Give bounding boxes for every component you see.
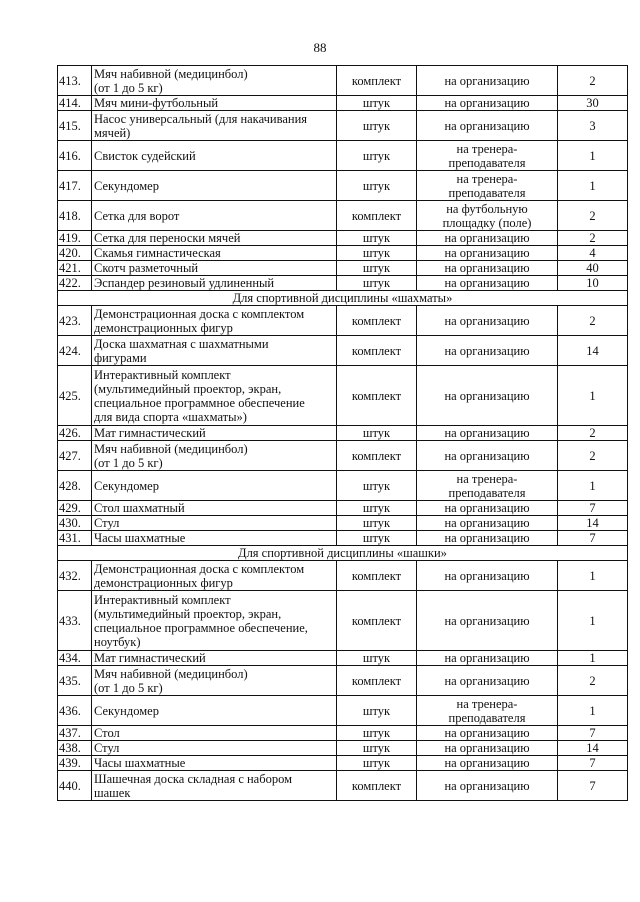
item-number: 426. bbox=[58, 426, 92, 441]
item-unit: штук bbox=[337, 141, 417, 171]
item-quantity: 7 bbox=[558, 531, 628, 546]
page-number: 88 bbox=[313, 40, 327, 55]
item-number: 435. bbox=[58, 666, 92, 696]
section-title: Для спортивной дисциплины «шахматы» bbox=[58, 291, 628, 306]
table-row bbox=[58, 426, 628, 441]
table-row bbox=[58, 771, 628, 801]
item-unit: комплект bbox=[337, 66, 417, 96]
item-norm: на организацию bbox=[417, 426, 558, 441]
table-row bbox=[58, 591, 628, 651]
table-row bbox=[58, 96, 628, 111]
table-row bbox=[58, 516, 628, 531]
table-row bbox=[58, 471, 628, 501]
table-row bbox=[58, 441, 628, 471]
item-norm: на организацию bbox=[417, 276, 558, 291]
item-number: 413. bbox=[58, 66, 92, 96]
item-norm: на организацию bbox=[417, 231, 558, 246]
item-name: Демонстрационная доска с комплектом демонстрационных фигур bbox=[92, 306, 337, 336]
item-unit: штук bbox=[337, 726, 417, 741]
table-row bbox=[58, 306, 628, 336]
item-quantity: 1 bbox=[558, 471, 628, 501]
table-row bbox=[58, 246, 628, 261]
item-unit: штук bbox=[337, 741, 417, 756]
table-row bbox=[58, 336, 628, 366]
item-name: Секундомер bbox=[92, 471, 337, 501]
table-row bbox=[58, 561, 628, 591]
item-unit: комплект bbox=[337, 306, 417, 336]
item-norm: на организацию bbox=[417, 261, 558, 276]
item-norm: на организацию bbox=[417, 726, 558, 741]
item-name: Интерактивный комплект (мультимедийный проектор, экран, специальное программное обеспечение для вида спорта «шахматы») bbox=[92, 366, 337, 426]
table-row bbox=[58, 276, 628, 291]
item-number: 427. bbox=[58, 441, 92, 471]
item-quantity: 7 bbox=[558, 726, 628, 741]
item-norm: на организацию bbox=[417, 516, 558, 531]
item-quantity: 1 bbox=[558, 651, 628, 666]
item-quantity: 2 bbox=[558, 441, 628, 471]
item-unit: штук bbox=[337, 111, 417, 141]
equipment-table bbox=[57, 65, 628, 801]
item-norm: на организацию bbox=[417, 561, 558, 591]
table-row bbox=[58, 651, 628, 666]
item-norm: на организацию bbox=[417, 756, 558, 771]
item-unit: штук bbox=[337, 261, 417, 276]
table-row bbox=[58, 261, 628, 276]
item-name: Мат гимнастический bbox=[92, 426, 337, 441]
table-row bbox=[58, 726, 628, 741]
item-quantity: 7 bbox=[558, 501, 628, 516]
item-norm: на тренера- преподавателя bbox=[417, 696, 558, 726]
table-row bbox=[58, 756, 628, 771]
item-unit: штук bbox=[337, 531, 417, 546]
item-name: Секундомер bbox=[92, 696, 337, 726]
item-name: Скотч разметочный bbox=[92, 261, 337, 276]
item-name: Свисток судейский bbox=[92, 141, 337, 171]
item-quantity: 1 bbox=[558, 366, 628, 426]
item-name: Скамья гимнастическая bbox=[92, 246, 337, 261]
item-unit: комплект bbox=[337, 666, 417, 696]
item-name: Часы шахматные bbox=[92, 531, 337, 546]
table-row bbox=[58, 111, 628, 141]
item-norm: на тренера- преподавателя bbox=[417, 171, 558, 201]
item-number: 431. bbox=[58, 531, 92, 546]
item-norm: на организацию bbox=[417, 651, 558, 666]
item-quantity: 1 bbox=[558, 591, 628, 651]
item-number: 433. bbox=[58, 591, 92, 651]
item-name: Стол шахматный bbox=[92, 501, 337, 516]
item-number: 429. bbox=[58, 501, 92, 516]
item-number: 430. bbox=[58, 516, 92, 531]
item-quantity: 14 bbox=[558, 336, 628, 366]
item-number: 425. bbox=[58, 366, 92, 426]
item-quantity: 2 bbox=[558, 306, 628, 336]
item-number: 415. bbox=[58, 111, 92, 141]
item-quantity: 14 bbox=[558, 741, 628, 756]
item-unit: комплект bbox=[337, 336, 417, 366]
item-number: 428. bbox=[58, 471, 92, 501]
item-number: 419. bbox=[58, 231, 92, 246]
item-quantity: 2 bbox=[558, 666, 628, 696]
table-row bbox=[58, 171, 628, 201]
table-row bbox=[58, 66, 628, 96]
item-name: Демонстрационная доска с комплектом демонстрационных фигур bbox=[92, 561, 337, 591]
item-norm: на организацию bbox=[417, 246, 558, 261]
item-unit: штук bbox=[337, 426, 417, 441]
item-norm: на организацию bbox=[417, 741, 558, 756]
item-name: Мяч набивной (медицинбол) (от 1 до 5 кг) bbox=[92, 666, 337, 696]
item-unit: комплект bbox=[337, 591, 417, 651]
item-number: 436. bbox=[58, 696, 92, 726]
item-quantity: 1 bbox=[558, 561, 628, 591]
item-number: 440. bbox=[58, 771, 92, 801]
item-norm: на организацию bbox=[417, 111, 558, 141]
item-name: Часы шахматные bbox=[92, 756, 337, 771]
table-row bbox=[58, 141, 628, 171]
item-name: Мяч набивной (медицинбол) (от 1 до 5 кг) bbox=[92, 441, 337, 471]
item-name: Стол bbox=[92, 726, 337, 741]
item-number: 422. bbox=[58, 276, 92, 291]
item-number: 438. bbox=[58, 741, 92, 756]
item-name: Шашечная доска складная с набором шашек bbox=[92, 771, 337, 801]
item-norm: на тренера- преподавателя bbox=[417, 471, 558, 501]
item-number: 432. bbox=[58, 561, 92, 591]
item-quantity: 7 bbox=[558, 756, 628, 771]
item-quantity: 2 bbox=[558, 201, 628, 231]
item-norm: на организацию bbox=[417, 531, 558, 546]
item-quantity: 3 bbox=[558, 111, 628, 141]
equipment-table-body bbox=[58, 66, 628, 801]
item-number: 418. bbox=[58, 201, 92, 231]
item-unit: штук bbox=[337, 501, 417, 516]
table-row bbox=[58, 741, 628, 756]
item-name: Сетка для ворот bbox=[92, 201, 337, 231]
item-unit: комплект bbox=[337, 561, 417, 591]
item-quantity: 14 bbox=[558, 516, 628, 531]
item-norm: на организацию bbox=[417, 366, 558, 426]
item-quantity: 2 bbox=[558, 426, 628, 441]
item-quantity: 7 bbox=[558, 771, 628, 801]
item-unit: комплект bbox=[337, 441, 417, 471]
item-number: 439. bbox=[58, 756, 92, 771]
item-number: 434. bbox=[58, 651, 92, 666]
table-row bbox=[58, 366, 628, 426]
item-norm: на футбольную площадку (поле) bbox=[417, 201, 558, 231]
item-unit: штук bbox=[337, 696, 417, 726]
item-name: Стул bbox=[92, 516, 337, 531]
item-quantity: 40 bbox=[558, 261, 628, 276]
table-row bbox=[58, 531, 628, 546]
item-name: Интерактивный комплект (мультимедийный проектор, экран, специальное программное обеспечение, ноутбук) bbox=[92, 591, 337, 651]
item-number: 414. bbox=[58, 96, 92, 111]
item-number: 437. bbox=[58, 726, 92, 741]
item-norm: на организацию bbox=[417, 96, 558, 111]
table-row bbox=[58, 501, 628, 516]
item-number: 424. bbox=[58, 336, 92, 366]
item-norm: на организацию bbox=[417, 666, 558, 696]
item-name: Насос универсальный (для накачивания мячей) bbox=[92, 111, 337, 141]
item-norm: на организацию bbox=[417, 771, 558, 801]
table-row bbox=[58, 666, 628, 696]
item-number: 420. bbox=[58, 246, 92, 261]
item-unit: комплект bbox=[337, 771, 417, 801]
item-norm: на организацию bbox=[417, 441, 558, 471]
item-name: Секундомер bbox=[92, 171, 337, 201]
item-unit: комплект bbox=[337, 201, 417, 231]
item-number: 417. bbox=[58, 171, 92, 201]
item-quantity: 2 bbox=[558, 66, 628, 96]
item-quantity: 2 bbox=[558, 231, 628, 246]
item-name: Сетка для переноски мячей bbox=[92, 231, 337, 246]
table-row bbox=[58, 201, 628, 231]
item-norm: на организацию bbox=[417, 336, 558, 366]
item-quantity: 1 bbox=[558, 171, 628, 201]
item-name: Мяч набивной (медицинбол) (от 1 до 5 кг) bbox=[92, 66, 337, 96]
section-header-row bbox=[58, 546, 628, 561]
item-name: Мяч мини-футбольный bbox=[92, 96, 337, 111]
item-name: Стул bbox=[92, 741, 337, 756]
item-unit: штук bbox=[337, 651, 417, 666]
item-name: Эспандер резиновый удлиненный bbox=[92, 276, 337, 291]
item-norm: на организацию bbox=[417, 501, 558, 516]
table-row bbox=[58, 231, 628, 246]
item-norm: на организацию bbox=[417, 591, 558, 651]
item-quantity: 30 bbox=[558, 96, 628, 111]
item-unit: штук bbox=[337, 246, 417, 261]
item-quantity: 1 bbox=[558, 141, 628, 171]
item-norm: на организацию bbox=[417, 306, 558, 336]
item-unit: штук bbox=[337, 171, 417, 201]
item-norm: на тренера- преподавателя bbox=[417, 141, 558, 171]
section-title: Для спортивной дисциплины «шашки» bbox=[58, 546, 628, 561]
section-header-row bbox=[58, 291, 628, 306]
item-name: Доска шахматная с шахматными фигурами bbox=[92, 336, 337, 366]
item-unit: штук bbox=[337, 276, 417, 291]
item-quantity: 1 bbox=[558, 696, 628, 726]
item-unit: комплект bbox=[337, 366, 417, 426]
item-norm: на организацию bbox=[417, 66, 558, 96]
item-name: Мат гимнастический bbox=[92, 651, 337, 666]
item-unit: штук bbox=[337, 516, 417, 531]
item-unit: штук bbox=[337, 471, 417, 501]
item-number: 416. bbox=[58, 141, 92, 171]
item-unit: штук bbox=[337, 756, 417, 771]
item-unit: штук bbox=[337, 96, 417, 111]
item-number: 421. bbox=[58, 261, 92, 276]
item-number: 423. bbox=[58, 306, 92, 336]
item-unit: штук bbox=[337, 231, 417, 246]
table-row bbox=[58, 696, 628, 726]
item-quantity: 4 bbox=[558, 246, 628, 261]
item-quantity: 10 bbox=[558, 276, 628, 291]
